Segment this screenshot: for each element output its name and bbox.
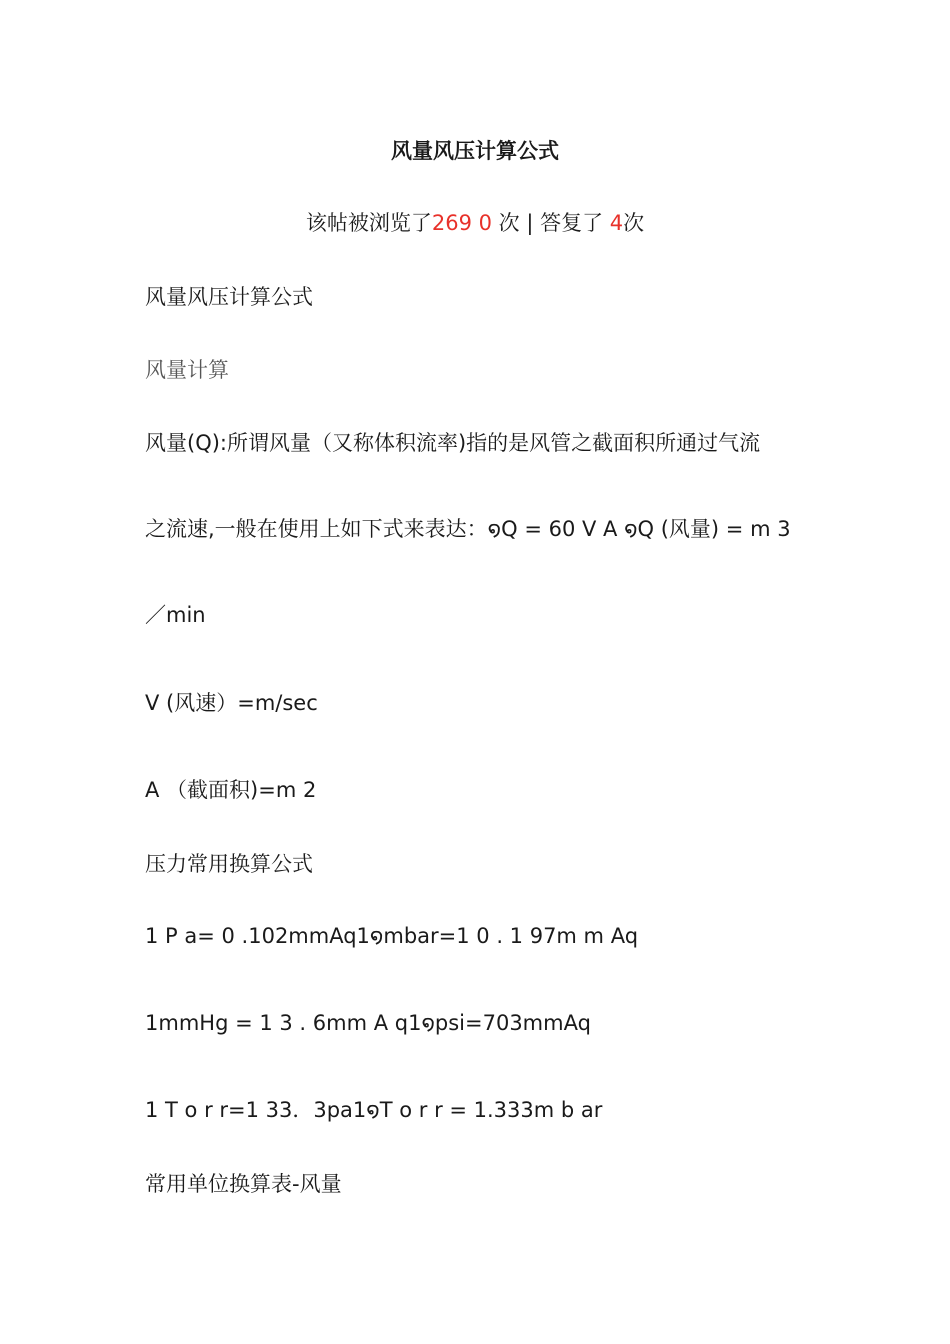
stats-prefix: 该帖被浏览了 (305, 211, 432, 235)
subheading-units: 常用单位换算表-风量 (145, 1172, 342, 1196)
paragraph-line: 风量(Q):所谓风量（又称体积流率)指的是风管之截面积所通过气流 (145, 431, 761, 455)
subheading-airflow: 风量计算 (145, 358, 229, 382)
stats-mid: 次 | 答复了 (498, 211, 604, 235)
paragraph-line: A （截面积)=m 2 (145, 778, 317, 802)
stats-suffix: 次 (623, 211, 645, 235)
paragraph-line: 之流速,一般在使用上如下式来表达：໑Q = 60 V A ໑Q (风量) = m 3 (145, 517, 791, 541)
section-heading: 风量风压计算公式 (145, 285, 313, 309)
paragraph-line: ／min (145, 603, 206, 627)
reply-count: 4 (609, 211, 624, 235)
paragraph-line: 1 P a= 0 .102mmAq1໑mbar=1 0 . 1 97m m Aq (145, 924, 639, 948)
document-title: 风量风压计算公式 (391, 139, 559, 163)
view-count: 269 0 (431, 211, 492, 235)
paragraph-line: 1mmHg = 1 3 . 6mm A q1໑psi=703mmAq (145, 1011, 591, 1035)
subheading-pressure: 压力常用换算公式 (145, 852, 313, 876)
paragraph-line: 1 T o r r=1 33．3pa1໑T o r r = 1.333m b ar (145, 1098, 603, 1122)
paragraph-line: V (风速）=m/sec (145, 691, 318, 715)
post-stats (0, 208, 950, 238)
